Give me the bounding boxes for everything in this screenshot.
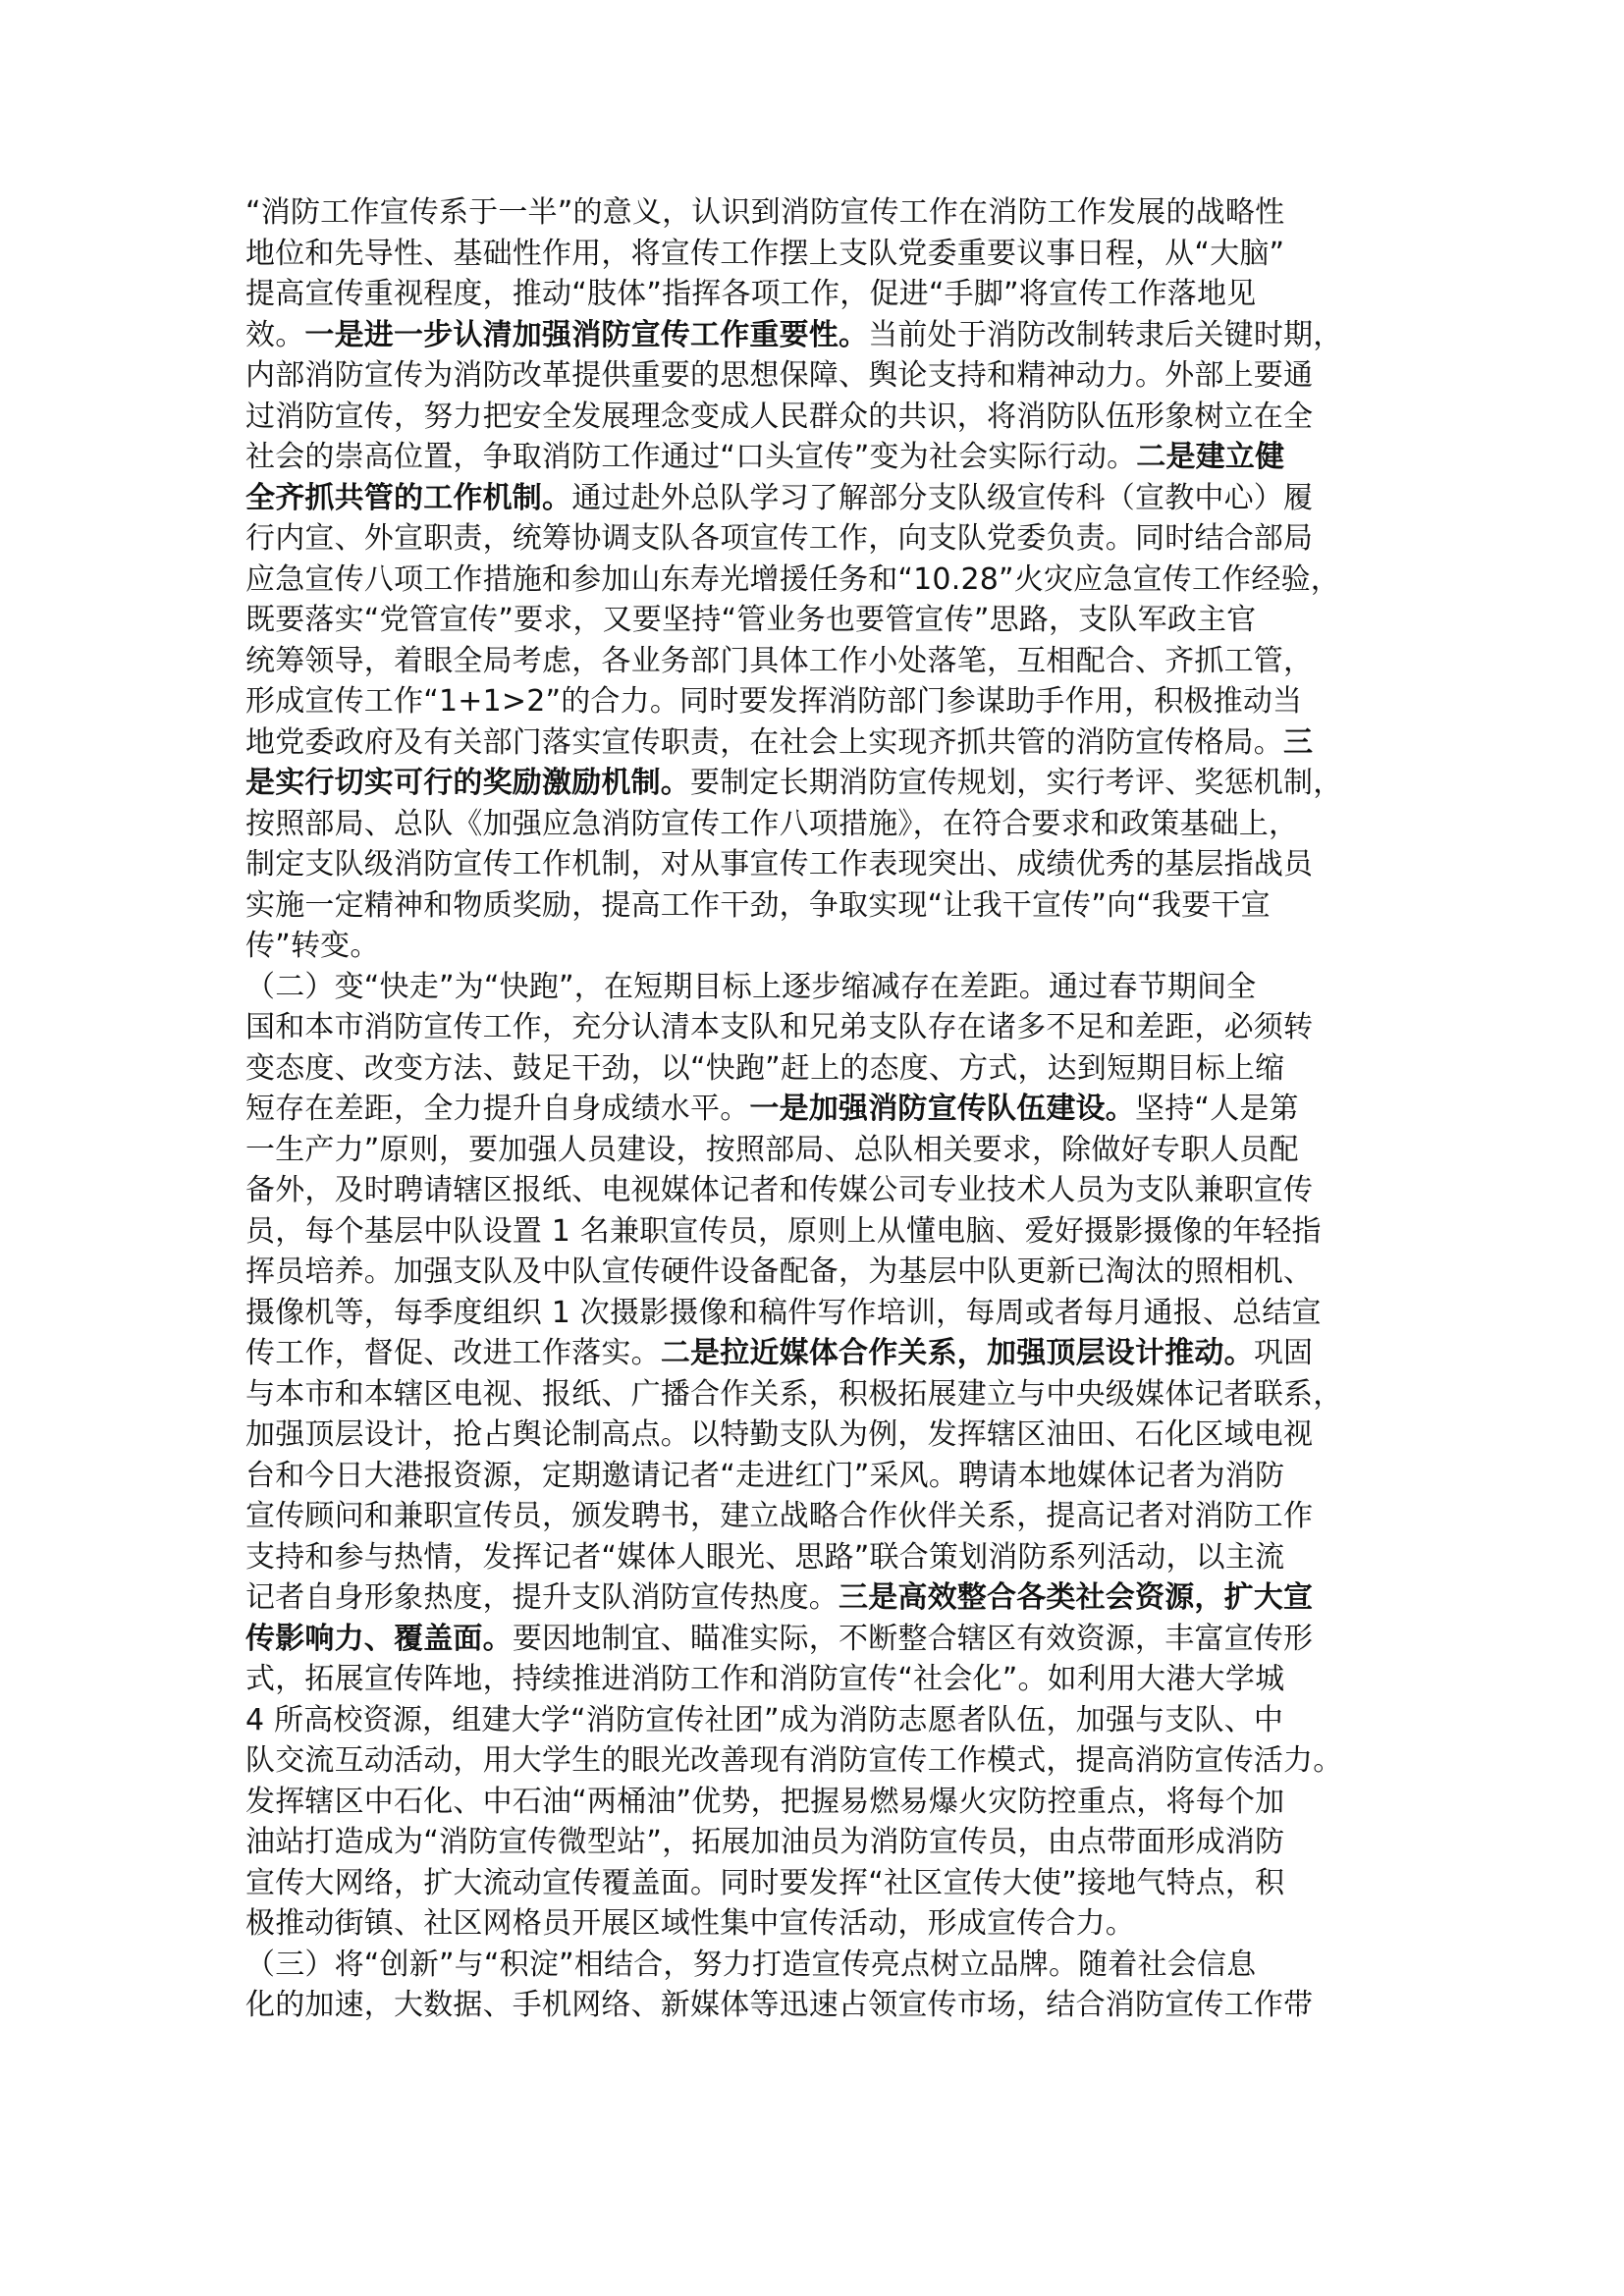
text-line <box>245 926 1384 967</box>
body-text-segment: 国和本市消防宣传工作，充分认清本支队和兄弟支队存在诸多不足和差距，必须转 <box>245 1010 1314 1044</box>
text-line <box>245 1700 1384 1741</box>
text-line <box>245 1945 1384 1986</box>
body-text-segment: （三）将“创新”与“积淀”相结合，努力打造宣传亮点树立品牌。随着社会信息 <box>245 1947 1257 1982</box>
text-line <box>245 1863 1384 1904</box>
text-line <box>245 1822 1384 1863</box>
text-line <box>245 967 1384 1008</box>
body-text-segment: 传”转变。 <box>245 929 380 963</box>
body-text-segment: 传工作，督促、改进工作落实。 <box>245 1336 661 1370</box>
bold-heading-text: 二是拉近媒体合作关系，加强顶层设计推动。 <box>660 1336 1254 1370</box>
text-line <box>245 478 1384 519</box>
text-line <box>245 804 1384 845</box>
text-line <box>245 681 1384 722</box>
text-line <box>245 192 1384 234</box>
body-text-segment: 制定支队级消防宣传工作机制，对从事宣传工作表现突出、成绩优秀的基层指战员 <box>245 847 1314 881</box>
body-text-segment: 支持和参与热情，发挥记者“媒体人眼光、思路”联合策划消防系列活动，以主流 <box>245 1539 1285 1575</box>
body-text-segment: 巩固 <box>1253 1336 1314 1370</box>
body-text-segment: 行内宣、外宣职责，统筹协调支队各项宣传工作，向支队党委负责。同时结合部局 <box>245 521 1314 556</box>
bold-heading-text: 三是高效整合各类社会资源，扩大宣 <box>839 1580 1314 1615</box>
body-text-segment: 内部消防宣传为消防改革提供重要的思想保障、舆论支持和精神动力。外部上要通 <box>245 358 1314 393</box>
text-line <box>245 763 1384 804</box>
body-text-segment: 地党委政府及有关部门落实宣传职责，在社会上实现齐抓共管的消防宣传格局。 <box>245 724 1283 760</box>
body-text-segment: 形成宣传工作“1+1>2”的合力。同时要发挥消防部门参谋助手作用，积极推动当 <box>245 684 1303 719</box>
text-line <box>245 1985 1384 2026</box>
bold-heading-text: 一是进一步认清加强消防宣传工作重要性。 <box>304 317 869 352</box>
body-text-segment: 要制定长期消防宣传规划，实行考评、奖惩机制， <box>690 766 1343 800</box>
bold-heading-text: 三 <box>1283 724 1314 760</box>
text-line <box>245 1048 1384 1090</box>
bold-heading-text: 全齐抓共管的工作机制。 <box>245 480 572 515</box>
body-text-segment: 记者自身形象热度，提升支队消防宣传热度。 <box>245 1580 839 1615</box>
body-text-segment: 按照部局、总队《加强应急消防宣传工作八项措施》，在符合要求和政策基础上， <box>245 806 1299 841</box>
text-line <box>245 1537 1384 1578</box>
body-text-segment: 变态度、改变方法、鼓足干劲，以“快跑”赶上的态度、方式，达到短期目标上缩 <box>245 1050 1285 1086</box>
text-line <box>245 1415 1384 1456</box>
body-text-segment: “消防工作宣传系于一半”的意义，认识到消防宣传工作在消防工作发展的战略性 <box>245 195 1285 230</box>
body-text-segment: 提高宣传重视程度，推动“肢体”指挥各项工作，促进“手脚”将宣传工作落地见 <box>245 277 1257 311</box>
body-text-segment: 当前处于消防改制转隶后关键时期， <box>868 317 1343 352</box>
body-text-segment: 挥员培养。加强支队及中队宣传硬件设备配备，为基层中队更新已淘汰的照相机、 <box>245 1255 1314 1289</box>
text-line <box>245 234 1384 275</box>
body-text-segment: 宣传顾问和兼职宣传员，颁发聘书，建立战略合作伙伴关系，提高记者对消防工作 <box>245 1499 1314 1533</box>
text-line <box>245 1374 1384 1415</box>
body-text-segment: 通过赴外总队学习了解部分支队级宣传科（宣教中心）履 <box>571 480 1314 515</box>
body-text-segment: 发挥辖区中石化、中石油“两桶油”优势，把握易燃易爆火灾防控重点，将每个加 <box>245 1784 1285 1819</box>
text-line <box>245 1577 1384 1619</box>
text-line <box>245 844 1384 885</box>
text-line <box>245 1456 1384 1497</box>
text-line <box>245 1333 1384 1374</box>
text-line <box>245 1740 1384 1782</box>
body-text-segment: 4 所高校资源，组建大学“消防宣传社团”成为消防志愿者队伍，加强与支队、中 <box>245 1702 1284 1737</box>
body-text-segment: （二）变“快走”为“快跑”，在短期目标上逐步缩减存在差距。通过春节期间全 <box>245 969 1257 1004</box>
body-text-segment: 极推动街镇、社区网格员开展区域性集中宣传活动，形成宣传合力。 <box>245 1906 1135 1941</box>
body-text-segment: 员，每个基层中队设置 1 名兼职宣传员，原则上从懂电脑、爱好摄影摄像的年轻指 <box>245 1213 1322 1249</box>
body-text-segment: 一生产力”原则，要加强人员建设，按照部局、总队相关要求，除做好专职人员配 <box>245 1132 1299 1167</box>
text-line <box>245 1619 1384 1660</box>
body-text-segment: 要因地制宜、瞄准实际，不断整合辖区有效资源，丰富宣传形 <box>512 1621 1314 1656</box>
body-text-segment: 加强顶层设计，抢占舆论制高点。以特勤支队为例，发挥辖区油田、石化区域电视 <box>245 1417 1314 1452</box>
text-line <box>245 1170 1384 1211</box>
body-text-segment: 备外，及时聘请辖区报纸、电视媒体记者和传媒公司专业技术人员为支队兼职宣传 <box>245 1173 1314 1207</box>
bold-heading-text: 二是建立健 <box>1136 440 1285 474</box>
text-line <box>245 1293 1384 1334</box>
text-line <box>245 437 1384 478</box>
bold-heading-text: 是实行切实可行的奖励激励机制。 <box>245 766 690 800</box>
text-line <box>245 1130 1384 1171</box>
body-text-segment: 与本市和本辖区电视、报纸、广播合作关系，积极拓展建立与中央级媒体记者联系， <box>245 1376 1343 1412</box>
text-line <box>245 1496 1384 1537</box>
text-line <box>245 1659 1384 1700</box>
text-line <box>245 641 1384 682</box>
body-text-segment: 应急宣传八项工作措施和参加山东寿光增援任务和“10.28”火灾应急宣传工作经验， <box>245 561 1340 597</box>
text-line <box>245 560 1384 601</box>
body-text-segment: 过消防宣传，努力把安全发展理念变成人民群众的共识，将消防队伍形象树立在全 <box>245 399 1314 434</box>
text-line <box>245 1211 1384 1253</box>
body-text-segment: 台和今日大港报资源，定期邀请记者“走进红门”采风。聘请本地媒体记者为消防 <box>245 1458 1285 1493</box>
bold-heading-text: 传影响力、覆盖面。 <box>245 1621 513 1656</box>
body-text-segment: 化的加速，大数据、手机网络、新媒体等迅速占领宣传市场，结合消防宣传工作带 <box>245 1988 1314 2022</box>
body-text-segment: 统筹领导，着眼全局考虑，各业务部门具体工作小处落笔，互相配合、齐抓工管， <box>245 643 1314 678</box>
body-text-segment: 宣传大网络，扩大流动宣传覆盖面。同时要发挥“社区宣传大使”接地气特点，积 <box>245 1865 1285 1900</box>
text-line <box>245 518 1384 560</box>
text-line <box>245 397 1384 438</box>
text-line <box>245 274 1384 315</box>
bold-heading-text: 一是加强消防宣传队伍建设。 <box>749 1092 1136 1126</box>
text-line <box>245 355 1384 397</box>
body-text <box>245 192 1384 2026</box>
text-line <box>245 1007 1384 1048</box>
body-text-segment: 摄像机等，每季度组织 1 次摄影摄像和稿件写作培训，每周或者每月通报、总结宣 <box>245 1295 1322 1330</box>
text-line <box>245 1782 1384 1823</box>
text-line <box>245 315 1384 356</box>
body-text-segment: 地位和先导性、基础性作用，将宣传工作摆上支队党委重要议事日程，从“大脑” <box>245 236 1285 271</box>
text-line <box>245 600 1384 641</box>
body-text-segment: 油站打造成为“消防宣传微型站”，拓展加油员为消防宣传员，由点带面形成消防 <box>245 1825 1285 1859</box>
body-text-segment: 效。 <box>245 317 305 352</box>
body-text-segment: 式，拓展宣传阵地，持续推进消防工作和消防宣传“社会化”。如利用大港大学城 <box>245 1662 1285 1696</box>
body-text-segment: 实施一定精神和物质奖励，提高工作干劲，争取实现“让我干宣传”向“我要干宣 <box>245 887 1271 923</box>
text-line <box>245 1252 1384 1293</box>
text-line <box>245 722 1384 764</box>
body-text-segment: 队交流互动活动，用大学生的眼光改善现有消防宣传工作模式，提高消防宣传活力。 <box>245 1743 1343 1778</box>
text-line <box>245 1089 1384 1130</box>
body-text-segment: 短存在差距，全力提升自身成绩水平。 <box>245 1092 750 1126</box>
body-text-segment: 既要落实“党管宣传”要求，又要坚持“管业务也要管宣传”思路，支队军政主官 <box>245 603 1257 637</box>
body-text-segment: 社会的崇高位置，争取消防工作通过“口头宣传”变为社会实际行动。 <box>245 440 1137 474</box>
text-line <box>245 1903 1384 1945</box>
text-line <box>245 885 1384 927</box>
body-text-segment: 坚持“人是第 <box>1135 1092 1299 1126</box>
